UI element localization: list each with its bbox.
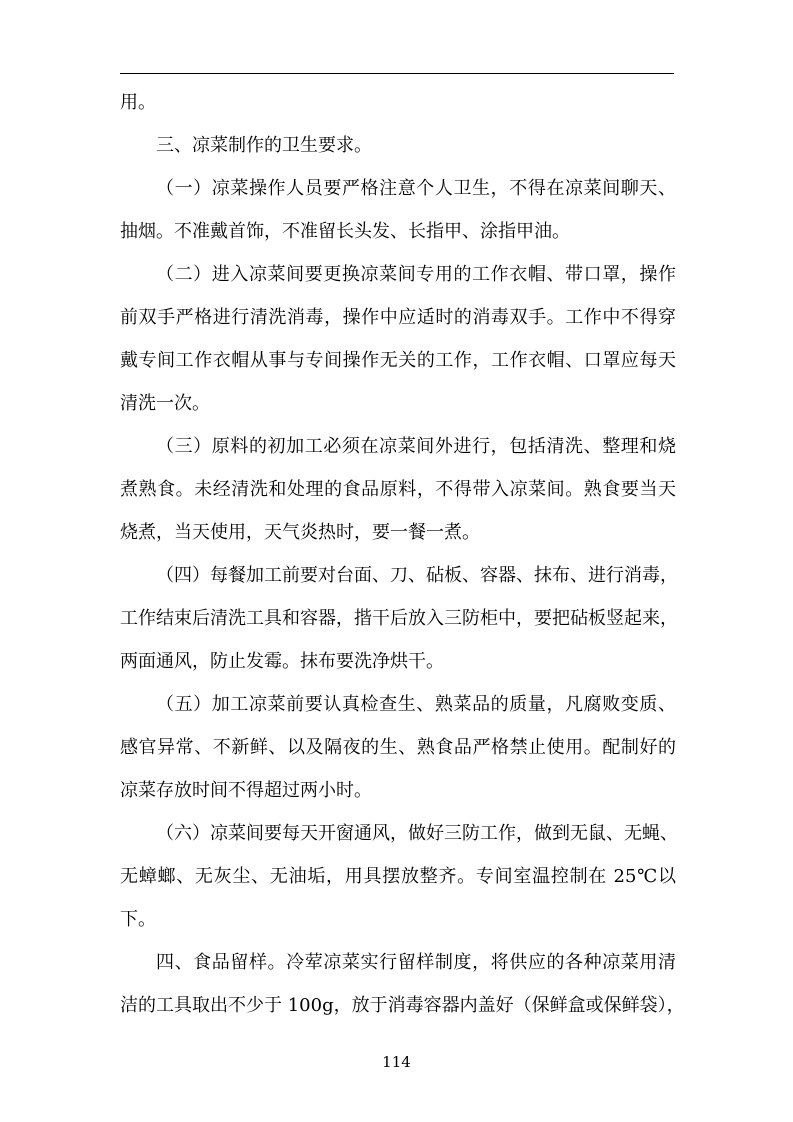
text-line: 无蟑螂、无灰尘、无油垢，用具摆放整齐。专间室温控制在 25℃以 <box>120 866 676 887</box>
text-line: （四）每餐加工前要对台面、刀、砧板、容器、抹布、进行消毒， <box>156 565 678 586</box>
text-line: 抽烟。不准戴首饰，不准留长头发、长指甲、涂指甲油。 <box>120 221 570 242</box>
text-line: （二）进入凉菜间要更换凉菜间专用的工作衣帽、带口罩，操作 <box>156 264 676 285</box>
text-line: 感官异常、不新鲜、以及隔夜的生、熟食品严格禁止使用。配制好的 <box>120 737 676 758</box>
text-line: 下。 <box>120 909 156 930</box>
text-line: 前双手严格进行清洗消毒，操作中应适时的消毒双手。工作中不得穿 <box>120 307 676 328</box>
text-line: （六）凉菜间要每天开窗通风，做好三防工作，做到无鼠、无蝇、 <box>156 823 678 844</box>
text-line: 两面通风，防止发霉。抹布要洗净烘干。 <box>120 651 444 672</box>
text-line: 戴专间工作衣帽从事与专间操作无关的工作，工作衣帽、口罩应每天 <box>120 350 676 371</box>
section-heading: 三、凉菜制作的卫生要求。 <box>156 135 372 156</box>
text-line: 清洗一次。 <box>120 393 210 414</box>
text-line: 工作结束后清洗工具和容器，揩干后放入三防柜中，要把砧板竖起来， <box>120 608 678 629</box>
section-heading: 四、食品留样。冷荤凉菜实行留样制度，将供应的各种凉菜用清 <box>156 952 676 973</box>
text-line: （五）加工凉菜前要认真检查生、熟菜品的质量，凡腐败变质、 <box>156 694 676 715</box>
text-line: 煮熟食。未经清洗和处理的食品原料，不得带入凉菜间。熟食要当天 <box>120 479 676 500</box>
text-line: 洁的工具取出不少于 100g，放于消毒容器内盖好（保鲜盒或保鲜袋）， <box>120 995 685 1016</box>
text-line: （一）凉菜操作人员要严格注意个人卫生，不得在凉菜间聊天、 <box>156 178 676 199</box>
text-line: 烧煮，当天使用，天气炎热时，要一餐一煮。 <box>120 522 480 543</box>
text-line: 凉菜存放时间不得超过两小时。 <box>120 780 372 801</box>
text-line: 用。 <box>120 92 156 113</box>
page-number: 114 <box>382 1053 411 1071</box>
header-rule <box>120 73 674 74</box>
text-line: （三）原料的初加工必须在凉菜间外进行，包括清洗、整理和烧 <box>156 436 676 457</box>
